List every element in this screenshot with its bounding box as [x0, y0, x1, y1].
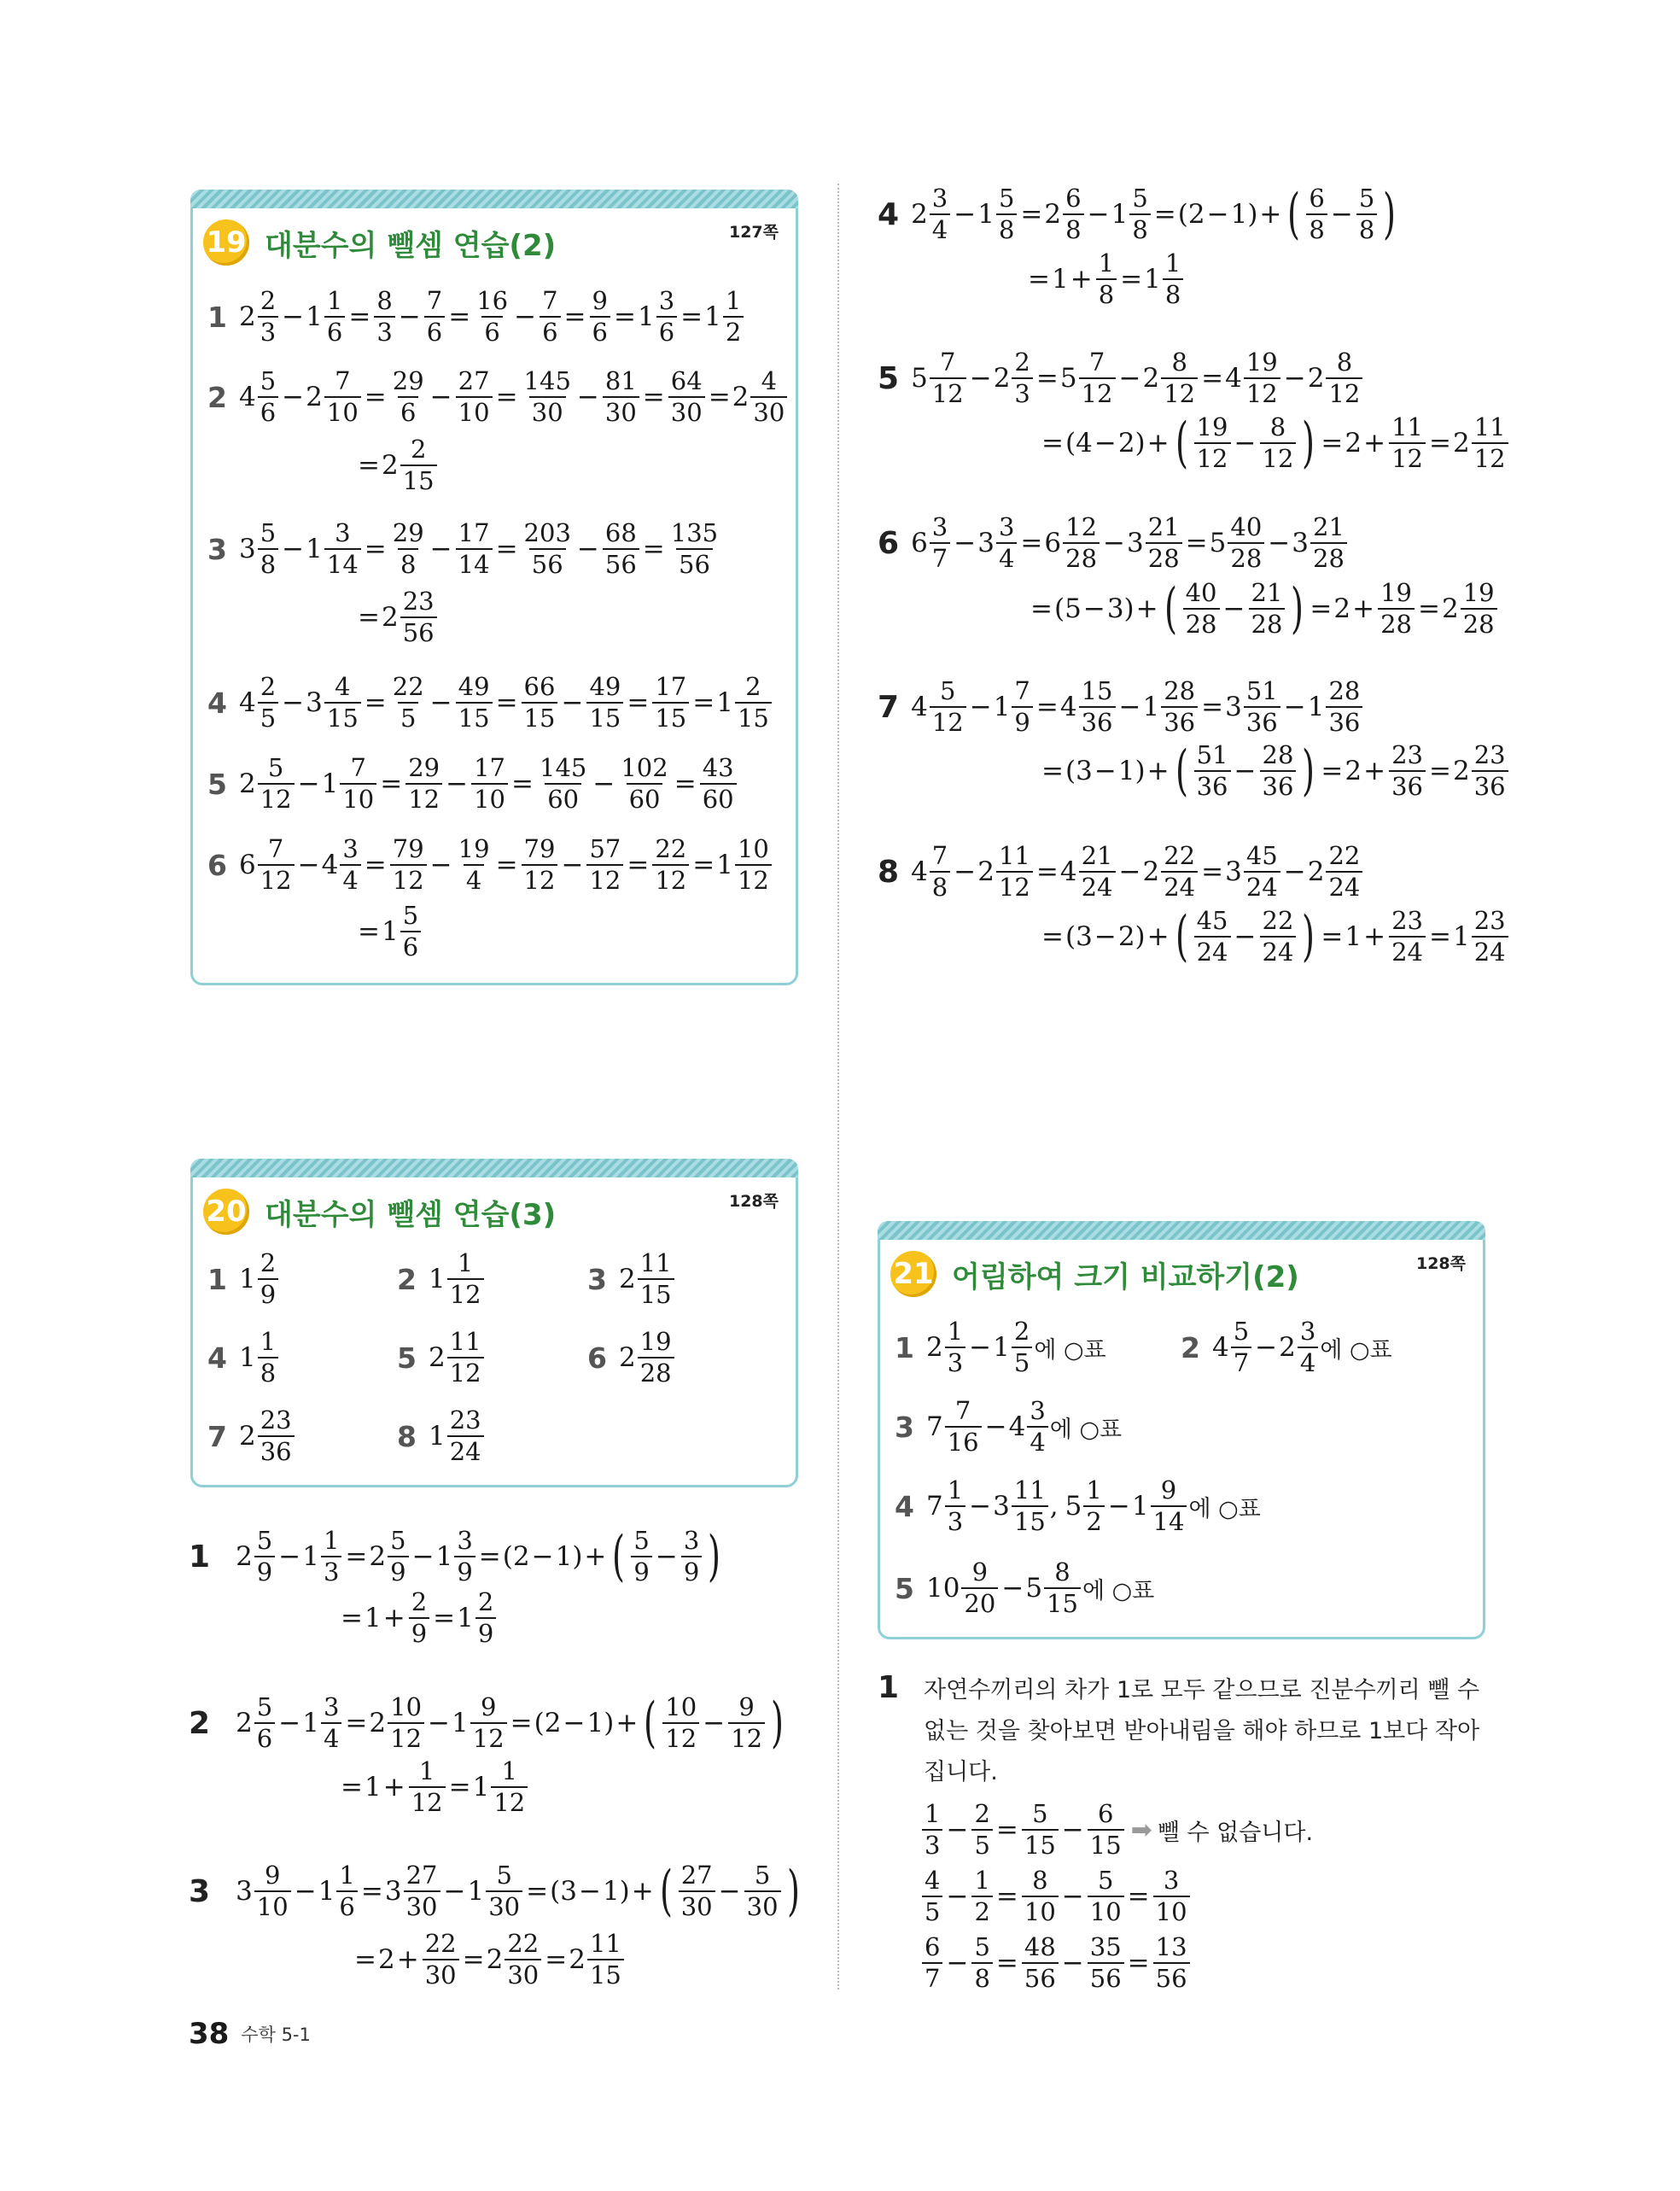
- explain-line: 없는 것을 찾아보면 받아내림을 해야 하므로 1보다 작아: [924, 1718, 1480, 1744]
- problem-number: 4: [207, 686, 227, 720]
- answer-row: 5 2 5 12 − 1 $\frac{7}{10}$ = $\frac{29}{12}$ − $\frac{17}{10}$ = $\frac{145}{60}$ − $\frac{102}{60}$ = $\frac{43}{60}$: [207, 756, 738, 812]
- compare-item: 5 10 9 20 − 5 8 15 에 ○표: [895, 1557, 1155, 1618]
- problem-number: 5: [207, 767, 227, 801]
- problem-number: 6: [878, 525, 900, 561]
- problem-number: 3: [189, 1873, 211, 1909]
- solution-row-cont: = 1 + $\frac{1}{12}$ = 1 1 12: [339, 1759, 529, 1815]
- explain-calc: 6 7 − $\frac{5}{8}$ = $\frac{48}{56}$ − $\frac{35}{56}$ = $\frac{13}{56}$: [920, 1935, 1192, 1991]
- explain-line: 자연수끼리의 차가 1로 모두 같으므로 진분수끼리 뺄 수: [924, 1677, 1480, 1703]
- problem-number: 1: [207, 300, 227, 334]
- solution-row: 7 4 5 12 − 1 $\frac{7}{9}$ = 4 15 36 − 1 $\frac{28}{36}$ = 3 51 36 − 1 28 36: [878, 679, 1364, 735]
- answer-item: 2 1 1 12: [397, 1251, 486, 1307]
- answer-item: 5 2 11 12: [397, 1329, 486, 1386]
- explain-number: 1: [878, 1670, 900, 1705]
- solution-row: 5 5 7 12 − 2 $\frac{2}{3}$ = 5 7 12 − 2 $\frac{8}{12}$ = 4 19 12 − 2 8 12: [878, 350, 1364, 406]
- answer-item: 4 1 1 8: [207, 1329, 280, 1386]
- page-number: 38: [189, 2017, 230, 2051]
- section-title: 대분수의 뺄셈 연습(2): [265, 228, 557, 263]
- page-footer: [189, 2017, 311, 2051]
- arrow-right-icon: ➡: [1130, 1814, 1152, 1845]
- compare-item: 1 2 1 3 − 1 2 5 에 ○표: [895, 1317, 1106, 1377]
- solution-row-cont: = ( 4 − 2 ) + ( 19 12 − $\frac{8}{12}$ ) = 2 + $\frac{11}{12}$ = 2 11 12: [1040, 415, 1510, 471]
- solution-row-cont: = ( 3 − 2 ) + ( 45 24 − $\frac{22}{24}$ ) = 1 + $\frac{23}{24}$ = 1 23 24: [1040, 909, 1510, 965]
- section-badge: 21: [890, 1251, 936, 1297]
- solution-row: 2 2 5 6 − 1 $\frac{3}{4}$ = 2 10 12 − 1 $\frac{9}{12}$ = ( 2 − 1 ) + ( 10 12 − $\frac{9}{12}$ ): [189, 1691, 785, 1755]
- solution-row: 4 2 3 4 − 1 $\frac{5}{8}$ = 2 6 8 − 1 $\frac{5}{8}$ = ( 2 − 1 ) + ( 6 8 − $\frac{5}{8}$ ): [878, 183, 1397, 246]
- solution-row: 8 4 7 8 − 2 $\frac{11}{12}$ = 4 21 24 − 2 $\frac{22}{24}$ = 3 45 24 − 2 22 24: [878, 844, 1364, 900]
- answer-row-cont: = 2 2 15: [356, 437, 439, 494]
- answer-row: 4 4 2 5 − 3 $\frac{4}{15}$ = $\frac{22}{5}$ − $\frac{49}{15}$ = $\frac{66}{15}$ − $\frac{49}{15}$ = $\frac{17}{15}$ = 1 2 15: [207, 675, 773, 731]
- column-divider: [837, 184, 839, 1989]
- compare-item: 4 7 1 3 − 3 11 15 , 5 1 2 − 1 9 14 에 ○표: [895, 1475, 1261, 1536]
- answer-item: 6 2 19 28: [587, 1329, 676, 1386]
- solution-row-cont: = ( 5 − 3 ) + ( 40 28 − $\frac{21}{28}$ ) = 2 + $\frac{19}{28}$ = 2 19 28: [1029, 581, 1499, 637]
- solution-row-cont: = 1 + $\frac{1}{8}$ = 1 1 8: [1026, 251, 1185, 307]
- answer-row-cont: = 2 23 56: [356, 589, 439, 646]
- problem-number: 8: [878, 854, 900, 890]
- problem-number: 1: [189, 1539, 211, 1575]
- answer-item: 1 1 2 9: [207, 1251, 280, 1307]
- problem-number: 3: [207, 532, 227, 566]
- compare-item: 3 7 7 16 − 4 3 4 에 ○표: [895, 1396, 1123, 1457]
- problem-number: 5: [878, 360, 900, 396]
- solution-row: 3 3 9 10 − 1 $\frac{1}{6}$ = 3 27 30 − 1 $\frac{5}{30}$ = ( 3 − 1 ) + ( 27 30 − $\frac{5}{30}$ ): [189, 1860, 800, 1923]
- answer-item: 7 2 23 36: [207, 1408, 296, 1464]
- subject-label: 수학 5-1: [241, 2024, 311, 2045]
- section-badge: 20: [203, 1189, 249, 1235]
- answer-item: 3 2 11 15: [587, 1251, 676, 1307]
- answer-row-cont: = 1 5 6: [356, 903, 423, 960]
- answer-item: 8 1 23 24: [397, 1408, 486, 1464]
- solution-row-cont: = 1 + $\frac{2}{9}$ = 1 2 9: [339, 1590, 498, 1646]
- answer-row: 6 6 7 12 − 4 $\frac{3}{4}$ = $\frac{79}{12}$ − $\frac{19}{4}$ = $\frac{79}{12}$ − $\frac{57}{12}$ = $\frac{22}{12}$ = 1 10 12: [207, 837, 773, 893]
- section-title: 대분수의 뺄셈 연습(3): [265, 1197, 557, 1232]
- answer-row: 3 3 5 8 − 1 $\frac{3}{14}$ = $\frac{29}{8}$ − $\frac{17}{14}$ = $\frac{203}{56}$ − $\frac{68}{56}$ = $\frac{135}{56}$: [207, 518, 719, 579]
- problem-number: 2: [189, 1705, 211, 1741]
- answer-row: 1 2 2 3 − 1 $\frac{1}{6}$ = $\frac{8}{3}$ − $\frac{7}{6}$ = $\frac{16}{6}$ − $\frac{7}{6}$ = $\frac{9}{6}$ = 1 $\frac{3}{6}$ = 1 1 2: [207, 289, 745, 345]
- solution-row: 1 2 5 9 − 1 $\frac{1}{3}$ = 2 5 9 − 1 $\frac{3}{9}$ = ( 2 − 1 ) + ( 5 9 − $\frac{3}{9}$ ): [189, 1525, 721, 1588]
- section-header: [890, 1246, 1466, 1302]
- page-reference: 128쪽: [1415, 1254, 1466, 1273]
- solution-row-cont: = 2 + $\frac{22}{30}$ = 2 $\frac{22}{30}$ = 2 11 15: [353, 1931, 626, 1988]
- answer-row: 2 4 5 6 − 2 $\frac{7}{10}$ = $\frac{29}{6}$ − $\frac{27}{10}$ = $\frac{145}{30}$ − $\frac{81}{30}$ = $\frac{64}{30}$ = 2 4 30: [207, 369, 789, 425]
- problem-number: 2: [207, 380, 227, 414]
- page-reference: 127쪽: [728, 223, 779, 242]
- section-title: 어림하여 크기 비교하기(2): [952, 1259, 1299, 1294]
- explain-calc: 1 3 − $\frac{2}{5}$ = $\frac{5}{15}$ − $\frac{6}{15}$ ➡ 뺄 수 없습니다.: [920, 1802, 1313, 1858]
- solution-row-cont: = ( 3 − 1 ) + ( 51 36 − $\frac{28}{36}$ ) = 2 + $\frac{23}{36}$ = 2 23 36: [1040, 743, 1510, 799]
- header-stripe: [190, 1159, 798, 1177]
- header-stripe: [878, 1221, 1485, 1240]
- header-stripe: [190, 190, 798, 208]
- problem-number: 4: [878, 196, 900, 232]
- section-header: [203, 214, 779, 271]
- explain-line: 집니다.: [924, 1759, 998, 1785]
- section-badge: 19: [203, 219, 249, 266]
- solution-row: 6 6 3 7 − 3 $\frac{3}{4}$ = 6 12 28 − 3 $\frac{21}{28}$ = 5 40 28 − 3 21 28: [878, 515, 1349, 571]
- explain-calc: 4 5 − $\frac{1}{2}$ = $\frac{8}{10}$ − $\frac{5}{10}$ = $\frac{3}{10}$: [920, 1868, 1192, 1925]
- problem-number: 7: [878, 689, 900, 725]
- section-header: [203, 1183, 779, 1240]
- page-reference: 128쪽: [728, 1192, 779, 1211]
- compare-item: 2 4 5 7 − 2 3 4 에 ○표: [1181, 1317, 1392, 1377]
- problem-number: 6: [207, 848, 227, 882]
